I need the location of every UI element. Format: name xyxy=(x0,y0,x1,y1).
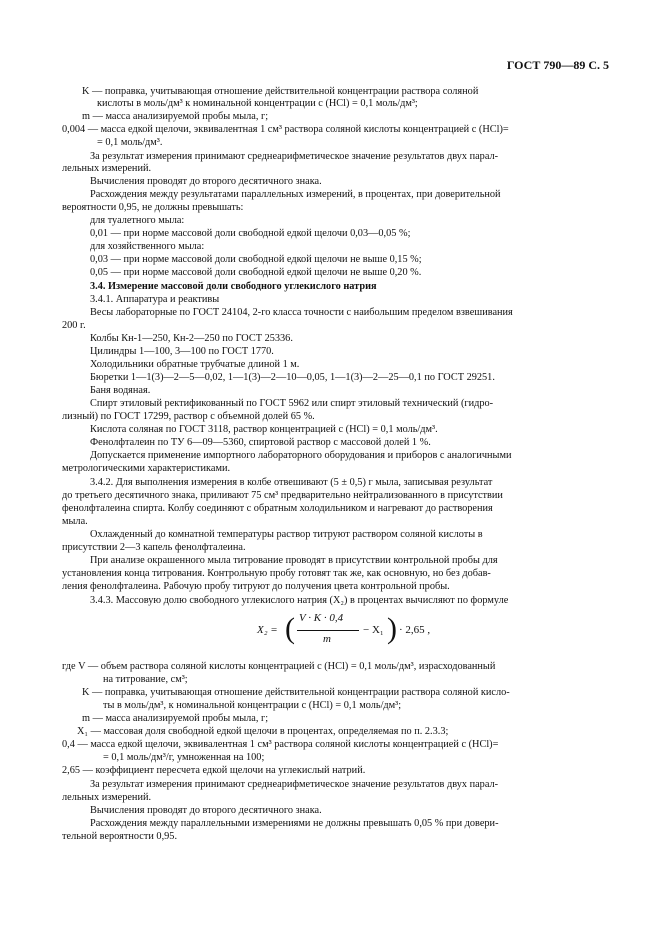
formula-tail: · 2,65 , xyxy=(399,624,431,636)
text-line: до третьего десятичного знака, приливают 75 см³ предварительно нейтрализованного в присутствии xyxy=(62,490,503,501)
text-line: Бюретки 1—1(3)—2—5—0,02, 1—1(3)—2—10—0,05, 1—1(3)—2—25—0,1 по ГОСТ 29251. xyxy=(90,372,495,383)
text-line: Охлажденный до комнатной температуры раствор титруют раствором соляной кислоты в xyxy=(90,529,483,540)
text-line: на титрование, см³; xyxy=(103,674,188,685)
text-line: кислоты в моль/дм³ к номинальной концентрации с (HCl) = 0,1 моль/дм³; xyxy=(97,98,418,109)
text-line: тельной вероятности 0,95. xyxy=(62,831,178,842)
fraction-bar xyxy=(297,630,359,631)
text-line: Колбы Кн-1—250, Кн-2—250 по ГОСТ 25336. xyxy=(90,333,293,344)
formula-minus: − X₁ xyxy=(363,624,384,636)
text-line: Фенолфталеин по ТУ 6—09—5360, спиртовой раствор с массовой долей 1 %. xyxy=(90,437,431,448)
text-line: Вычисления проводят до второго десятичного знака. xyxy=(90,176,322,187)
text-line: K — поправка, учитывающая отношение действительной концентрации раствора соляной xyxy=(82,86,479,97)
formula-numerator: V · K · 0,4 xyxy=(299,612,344,624)
text-line: вероятности 0,95, не должны превышать: xyxy=(62,202,244,213)
text-line: m — масса анализируемой пробы мыла, г; xyxy=(82,111,269,122)
text-line: m — масса анализируемой пробы мыла, г; xyxy=(82,713,269,724)
text-line: Расхождения между параллельными измерениями не должны превышать 0,05 % при довери- xyxy=(90,818,499,829)
text-line: Баня водяная. xyxy=(90,385,151,396)
text-line: установления конца титрования. Контрольную пробу готовят так же, как основную, но без добав- xyxy=(62,568,491,579)
text-line: 0,4 — масса едкой щелочи, эквивалентная 1 см³ раствора соляной кислоты концентрацией с (HCl)= xyxy=(62,739,499,750)
text-line: 0,01 — при норме массовой доли свободной едкой щелочи 0,03—0,05 %; xyxy=(90,228,411,239)
text-line: Цилиндры 1—100, 3—100 по ГОСТ 1770. xyxy=(90,346,274,357)
formula-close-paren: ) xyxy=(387,612,397,645)
text-line: 2,65 — коэффициент пересчета едкой щелочи на углекислый натрий. xyxy=(62,765,366,776)
text-line: ты в моль/дм³, к номинальной концентрации с (HCl) = 0,1 моль/дм³; xyxy=(103,700,402,711)
text-line: 3.4.3. Массовую долю свободного углекислого натрия (X₂) в процентах вычисляют по формуле xyxy=(90,595,509,606)
formula-denominator: m xyxy=(323,633,331,645)
text-line: 0,05 — при норме массовой доли свободной едкой щелочи не выше 0,20 %. xyxy=(90,267,422,278)
text-line: При анализе окрашенного мыла титрование проводят в присутствии контрольной пробы для xyxy=(90,555,498,566)
text-line: Холодильники обратные трубчатые длиной 1 м. xyxy=(90,359,300,370)
text-line: лельных измерений. xyxy=(62,163,152,174)
text-line: Допускается применение импортного лабораторного оборудования и приборов с аналогичными xyxy=(90,450,512,461)
text-line: лизный) по ГОСТ 17299, раствор с объемной долей 65 %. xyxy=(62,411,315,422)
text-line: X₁ — массовая доля свободной едкой щелочи в процентах, определяемая по п. 2.3.3; xyxy=(77,726,449,737)
text-line: ления фенолфталеина. Рабочую пробу титруют до получения цвета контрольной пробы. xyxy=(62,581,450,592)
text-line: 3.4.2. Для выполнения измерения в колбе отвешивают (5 ± 0,5) г мыла, записывая результат xyxy=(90,477,493,488)
text-line: 0,004 — масса едкой щелочи, эквивалентная 1 см³ раствора соляной кислоты концентрацией с (HCl)= xyxy=(62,124,509,135)
text-line: где V — объем раствора соляной кислоты концентрацией с (HCl) = 0,1 моль/дм³, израсходованный xyxy=(62,661,496,672)
section-heading: 3.4. Измерение массовой доли свободного углекислого натрия xyxy=(90,281,377,292)
text-line: Весы лабораторные по ГОСТ 24104, 2-го класса точности с наибольшим пределом взвешивания xyxy=(90,307,513,318)
text-line: лельных измерений. xyxy=(62,792,152,803)
text-line: За результат измерения принимают среднеарифметическое значение результатов двух парал- xyxy=(90,151,499,162)
text-line: метрологическими характеристиками. xyxy=(62,463,231,474)
text-line: Спирт этиловый ректификованный по ГОСТ 5962 или спирт этиловый технический (гидро- xyxy=(90,398,494,409)
text-line: присутствии 2—3 капель фенолфталеина. xyxy=(62,542,246,553)
text-line: За результат измерения принимают среднеарифметическое значение результатов двух парал- xyxy=(90,779,499,790)
text-line: K — поправка, учитывающая отношение действительной концентрации раствора соляной кисло- xyxy=(82,687,510,698)
text-line: Вычисления проводят до второго десятичного знака. xyxy=(90,805,322,816)
formula-open-paren: ( xyxy=(285,612,295,645)
page-header: ГОСТ 790—89 С. 5 xyxy=(506,58,609,72)
text-line: для туалетного мыла: xyxy=(90,215,185,226)
formula-lhs: X₂ = xyxy=(257,624,278,636)
text-line: 3.4.1. Аппаратура и реактивы xyxy=(90,294,220,305)
text-line: Кислота соляная по ГОСТ 3118, раствор концентрацией с (HCl) = 0,1 моль/дм³. xyxy=(90,424,438,435)
text-line: мыла. xyxy=(62,516,88,527)
text-line: Расхождения между результатами параллельных измерений, в процентах, при доверительной xyxy=(90,189,501,200)
text-line: = 0,1 моль/дм³. xyxy=(97,137,163,148)
formula-x2 xyxy=(257,610,477,654)
text-line: фенолфталеина спирта. Колбу соединяют с обратным холодильником и нагревают до растворения xyxy=(62,503,493,514)
text-line: для хозяйственного мыла: xyxy=(90,241,205,252)
text-line: 0,03 — при норме массовой доли свободной едкой щелочи не выше 0,15 %; xyxy=(90,254,422,265)
text-line: = 0,1 моль/дм³/г, умноженная на 100; xyxy=(103,752,265,763)
text-line: 200 г. xyxy=(62,320,86,331)
